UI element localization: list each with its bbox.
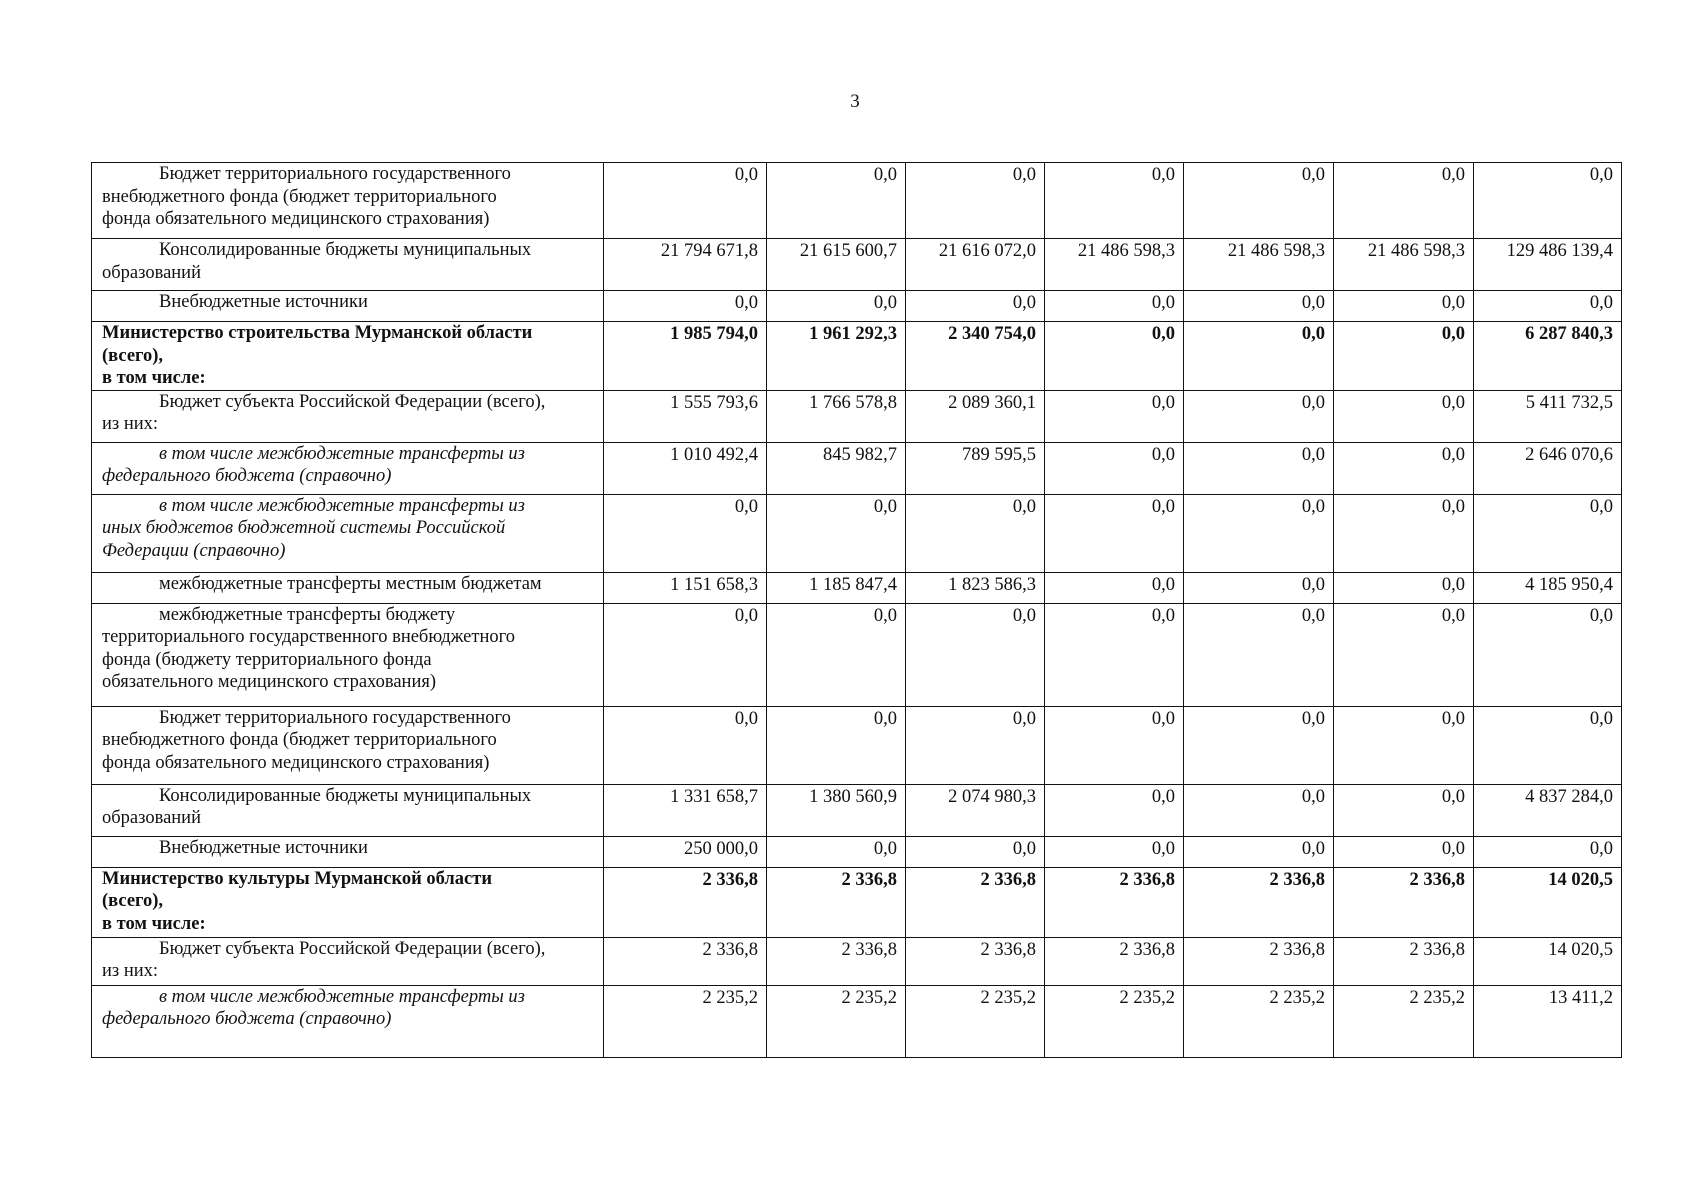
- value-cell: 0,0: [1045, 291, 1184, 322]
- value-cell: 2 336,8: [604, 937, 767, 985]
- row-label-line: в том числе:: [102, 368, 206, 388]
- value-cell: 2 336,8: [1184, 867, 1334, 937]
- value-cell: 0,0: [767, 163, 906, 239]
- value-cell: 2 235,2: [1045, 985, 1184, 1057]
- table-row: [92, 163, 1622, 239]
- value-cell: 0,0: [1045, 603, 1184, 706]
- value-cell: 0,0: [1334, 390, 1474, 442]
- value-cell: 0,0: [1184, 603, 1334, 706]
- value-cell: 2 336,8: [1045, 937, 1184, 985]
- value-cell: 2 089 360,1: [906, 390, 1045, 442]
- value-cell: 0,0: [1045, 442, 1184, 494]
- value-cell: 0,0: [1184, 163, 1334, 239]
- row-label-line: Бюджет территориального государственного: [159, 707, 511, 728]
- row-label-cell: [92, 603, 604, 706]
- value-cell: 0,0: [1045, 572, 1184, 603]
- value-cell: 1 185 847,4: [767, 572, 906, 603]
- row-label-line: Бюджет субъекта Российской Федерации (всего),: [159, 938, 546, 959]
- value-cell: 0,0: [906, 603, 1045, 706]
- value-cell: 6 287 840,3: [1474, 322, 1622, 391]
- row-label-cell: [92, 784, 604, 836]
- table-row: [92, 572, 1622, 603]
- value-cell: 0,0: [1474, 706, 1622, 784]
- value-cell: 0,0: [1334, 163, 1474, 239]
- value-cell: 2 336,8: [767, 867, 906, 937]
- value-cell: 0,0: [1474, 163, 1622, 239]
- value-cell: 2 235,2: [767, 985, 906, 1057]
- value-cell: 0,0: [1334, 442, 1474, 494]
- table-row: [92, 291, 1622, 322]
- value-cell: 0,0: [1334, 291, 1474, 322]
- value-cell: 13 411,2: [1474, 985, 1622, 1057]
- value-cell: 0,0: [1334, 784, 1474, 836]
- value-cell: 2 336,8: [906, 867, 1045, 937]
- value-cell: 1 766 578,8: [767, 390, 906, 442]
- row-label-line: в том числе:: [102, 913, 206, 934]
- value-cell: 0,0: [1334, 322, 1474, 391]
- value-cell: 0,0: [1184, 706, 1334, 784]
- value-cell: 2 336,8: [906, 937, 1045, 985]
- value-cell: 1 010 492,4: [604, 442, 767, 494]
- table-row: [92, 985, 1622, 1057]
- value-cell: 0,0: [906, 836, 1045, 867]
- row-label-line: иных бюджетов бюджетной системы Российской: [102, 518, 506, 538]
- value-cell: 0,0: [767, 706, 906, 784]
- row-label-line: Внебюджетные источники: [159, 292, 368, 312]
- row-label-line: (всего),: [102, 891, 164, 911]
- row-label-line: Консолидированные бюджеты муниципальных: [159, 785, 532, 806]
- value-cell: 21 486 598,3: [1045, 239, 1184, 291]
- value-cell: 2 646 070,6: [1474, 442, 1622, 494]
- row-label-line: Бюджет территориального государственного: [159, 164, 511, 184]
- row-label-cell: [92, 390, 604, 442]
- value-cell: 2 336,8: [1184, 937, 1334, 985]
- value-cell: 4 837 284,0: [1474, 784, 1622, 836]
- value-cell: 0,0: [767, 291, 906, 322]
- value-cell: 0,0: [906, 291, 1045, 322]
- table-row: [92, 239, 1622, 291]
- value-cell: 1 823 586,3: [906, 572, 1045, 603]
- row-label-line: из них:: [102, 961, 159, 981]
- row-label-cell: [92, 572, 604, 603]
- value-cell: 250 000,0: [604, 836, 767, 867]
- value-cell: 5 411 732,5: [1474, 390, 1622, 442]
- row-label-cell: [92, 163, 604, 239]
- value-cell: 0,0: [1045, 784, 1184, 836]
- value-cell: 0,0: [604, 494, 767, 572]
- value-cell: 2 336,8: [1334, 937, 1474, 985]
- row-label-line: Министерство строительства Мурманской области: [102, 323, 533, 343]
- row-label-line: (всего),: [102, 345, 164, 366]
- row-label-line: федерального бюджета (справочно): [102, 466, 392, 486]
- row-label-line: образований: [102, 262, 201, 283]
- value-cell: 1 331 658,7: [604, 784, 767, 836]
- row-label-line: межбюджетные трансферты местным бюджетам: [159, 573, 542, 594]
- row-label-cell: [92, 322, 604, 391]
- value-cell: 0,0: [1045, 494, 1184, 572]
- value-cell: 0,0: [1045, 390, 1184, 442]
- row-label-cell: [92, 706, 604, 784]
- row-label-line: Федерации (справочно): [102, 540, 286, 561]
- value-cell: 21 794 671,8: [604, 239, 767, 291]
- value-cell: 2 336,8: [1334, 867, 1474, 937]
- value-cell: 1 555 793,6: [604, 390, 767, 442]
- table-row: [92, 836, 1622, 867]
- value-cell: 2 336,8: [1045, 867, 1184, 937]
- value-cell: 1 151 658,3: [604, 572, 767, 603]
- value-cell: 0,0: [1184, 442, 1334, 494]
- row-label-cell: [92, 442, 604, 494]
- value-cell: 0,0: [1184, 784, 1334, 836]
- value-cell: 0,0: [604, 603, 767, 706]
- value-cell: 2 235,2: [1334, 985, 1474, 1057]
- value-cell: 0,0: [1045, 706, 1184, 784]
- value-cell: 0,0: [604, 291, 767, 322]
- value-cell: 0,0: [1184, 836, 1334, 867]
- value-cell: 0,0: [1334, 603, 1474, 706]
- value-cell: 2 074 980,3: [906, 784, 1045, 836]
- value-cell: 0,0: [1184, 322, 1334, 391]
- value-cell: 0,0: [1045, 163, 1184, 239]
- row-label-line: межбюджетные трансферты бюджету: [159, 604, 456, 625]
- table-row: [92, 784, 1622, 836]
- row-label-line: обязательного медицинского страхования): [102, 672, 437, 692]
- row-label-cell: [92, 494, 604, 572]
- value-cell: 0,0: [1334, 494, 1474, 572]
- value-cell: 2 336,8: [604, 867, 767, 937]
- value-cell: 0,0: [767, 494, 906, 572]
- row-label-cell: [92, 239, 604, 291]
- value-cell: 0,0: [1045, 322, 1184, 391]
- row-label-line: внебюджетного фонда (бюджет территориального: [102, 730, 497, 750]
- row-label-line: федерального бюджета (справочно): [102, 1009, 392, 1029]
- table-row: [92, 867, 1622, 937]
- row-label-cell: [92, 937, 604, 985]
- row-label-cell: [92, 985, 604, 1057]
- value-cell: 1 961 292,3: [767, 322, 906, 391]
- table-row: [92, 937, 1622, 985]
- table-row: [92, 706, 1622, 784]
- value-cell: 0,0: [1474, 291, 1622, 322]
- row-label-line: из них:: [102, 414, 159, 434]
- row-label-line: в том числе межбюджетные трансферты из: [159, 443, 525, 464]
- budget-table-body: [92, 163, 1622, 1058]
- page-number: 3: [850, 91, 860, 112]
- row-label-line: в том числе межбюджетные трансферты из: [159, 986, 525, 1007]
- value-cell: 14 020,5: [1474, 937, 1622, 985]
- value-cell: 0,0: [906, 494, 1045, 572]
- value-cell: 1 380 560,9: [767, 784, 906, 836]
- value-cell: 21 616 072,0: [906, 239, 1045, 291]
- value-cell: 0,0: [906, 706, 1045, 784]
- value-cell: 845 982,7: [767, 442, 906, 494]
- table-row: [92, 390, 1622, 442]
- value-cell: 0,0: [604, 706, 767, 784]
- value-cell: 2 235,2: [604, 985, 767, 1057]
- value-cell: 0,0: [767, 836, 906, 867]
- table-row: [92, 603, 1622, 706]
- value-cell: 21 486 598,3: [1334, 239, 1474, 291]
- row-label-line: фонда обязательного медицинского страхования): [102, 752, 490, 773]
- value-cell: 0,0: [1184, 291, 1334, 322]
- row-label-line: в том числе межбюджетные трансферты из: [159, 495, 525, 516]
- value-cell: 0,0: [604, 163, 767, 239]
- value-cell: 0,0: [1334, 836, 1474, 867]
- table-row: [92, 494, 1622, 572]
- value-cell: 0,0: [1184, 494, 1334, 572]
- value-cell: 14 020,5: [1474, 867, 1622, 937]
- value-cell: 0,0: [1184, 572, 1334, 603]
- value-cell: 2 336,8: [767, 937, 906, 985]
- row-label-line: Бюджет субъекта Российской Федерации (всего),: [159, 391, 546, 412]
- value-cell: 2 340 754,0: [906, 322, 1045, 391]
- value-cell: 2 235,2: [1184, 985, 1334, 1057]
- value-cell: 0,0: [767, 603, 906, 706]
- row-label-cell: [92, 867, 604, 937]
- table-row: [92, 322, 1622, 391]
- value-cell: 129 486 139,4: [1474, 239, 1622, 291]
- table-row: [92, 442, 1622, 494]
- value-cell: 0,0: [1334, 706, 1474, 784]
- row-label-line: внебюджетного фонда (бюджет территориального: [102, 186, 497, 207]
- budget-table: [91, 162, 1622, 1058]
- row-label-line: Консолидированные бюджеты муниципальных: [159, 240, 532, 260]
- value-cell: 0,0: [1334, 572, 1474, 603]
- row-label-line: Внебюджетные источники: [159, 837, 368, 858]
- row-label-line: фонда обязательного медицинского страхования): [102, 209, 490, 229]
- row-label-line: фонда (бюджету территориального фонда: [102, 649, 432, 670]
- row-label-cell: [92, 291, 604, 322]
- value-cell: 2 235,2: [906, 985, 1045, 1057]
- value-cell: 21 486 598,3: [1184, 239, 1334, 291]
- value-cell: 1 985 794,0: [604, 322, 767, 391]
- value-cell: 4 185 950,4: [1474, 572, 1622, 603]
- row-label-line: территориального государственного внебюджетного: [102, 627, 515, 647]
- value-cell: 0,0: [1474, 603, 1622, 706]
- value-cell: 0,0: [1474, 836, 1622, 867]
- row-label-line: Министерство культуры Мурманской области: [102, 868, 493, 889]
- row-label-cell: [92, 836, 604, 867]
- value-cell: 0,0: [906, 163, 1045, 239]
- value-cell: 789 595,5: [906, 442, 1045, 494]
- value-cell: 0,0: [1045, 836, 1184, 867]
- row-label-line: образований: [102, 808, 201, 828]
- value-cell: 0,0: [1474, 494, 1622, 572]
- value-cell: 21 615 600,7: [767, 239, 906, 291]
- value-cell: 0,0: [1184, 390, 1334, 442]
